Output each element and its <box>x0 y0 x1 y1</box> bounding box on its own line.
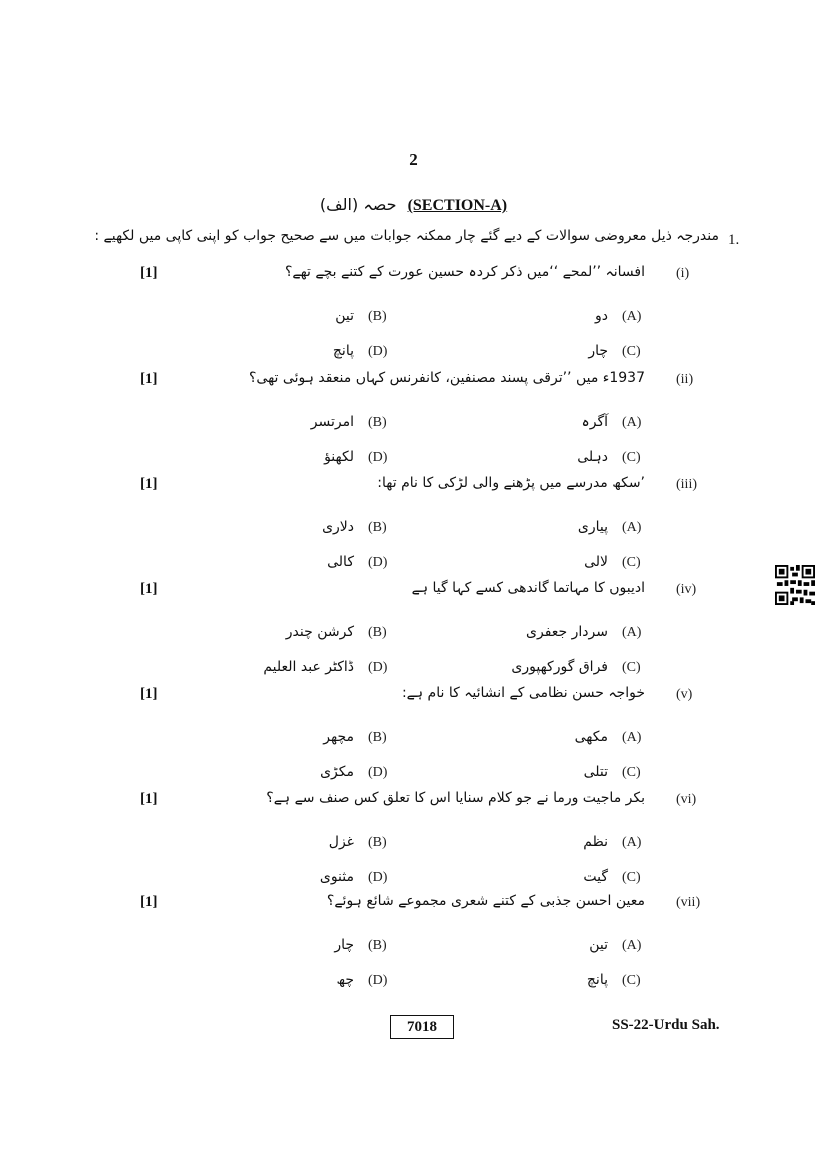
option-text: سردار جعفری <box>526 624 608 640</box>
option-text: تین <box>335 308 354 324</box>
option-text: دو <box>595 308 608 324</box>
option-letter: (A) <box>622 309 642 324</box>
question-roman-number: (vi) <box>676 792 697 807</box>
question-number: 1. <box>728 232 740 248</box>
option-letter: (C) <box>622 765 641 780</box>
question-marks: [1] <box>140 791 158 807</box>
option-letter: (B) <box>368 730 387 745</box>
question-marks: [1] <box>140 686 158 702</box>
option-text: دہلی <box>577 449 608 465</box>
question-text: افسانہ ’’لمحے ‘‘میں ذکر کردہ حسین عورت کے کتنے بچے تھے؟ <box>284 264 645 280</box>
option-letter: (B) <box>368 309 387 324</box>
option-letter: (C) <box>622 450 641 465</box>
question-roman-number: (v) <box>676 687 693 702</box>
question-marks: [1] <box>140 476 158 492</box>
option-letter: (A) <box>622 625 642 640</box>
section-heading <box>0 195 827 215</box>
question-roman-number: (iv) <box>676 582 697 597</box>
section-heading-urdu: حصہ (الف) <box>319 195 397 214</box>
question-roman-number: (vii) <box>676 895 701 910</box>
option-text: آگرہ <box>581 414 608 430</box>
option-text: نظم <box>583 834 608 850</box>
option-letter: (A) <box>622 835 642 850</box>
page-number: 2 <box>409 150 418 169</box>
option-text: چھ <box>336 972 354 988</box>
question-marks: [1] <box>140 265 158 281</box>
qr-code-icon <box>775 565 815 605</box>
option-text: امرتسر <box>310 414 354 430</box>
option-letter: (D) <box>368 870 388 885</box>
question-text: ’سکھ مدرسے میں پڑھنے والی لڑکی کا نام تھا: <box>377 475 645 491</box>
question-roman-number: (ii) <box>676 372 694 387</box>
option-letter: (D) <box>368 765 388 780</box>
question-text: خواجہ حسن نظامی کے انشائیہ کا نام ہے: <box>401 685 645 701</box>
option-letter: (B) <box>368 938 387 953</box>
instruction-text: مندرجہ ذیل معروضی سوالات کے دیے گئے چار ممکنہ جوابات میں سے صحیح جواب کو اپنی کاپی میں لکھیے : <box>94 228 719 244</box>
option-text: ڈاکٹر عبد العلیم <box>263 659 354 675</box>
option-text: دلاری <box>322 519 354 535</box>
option-text: مکھی <box>574 729 608 745</box>
option-text: تتلی <box>583 764 608 780</box>
option-letter: (C) <box>622 870 641 885</box>
option-text: فراق گورکھپوری <box>511 659 608 675</box>
option-letter: (D) <box>368 344 388 359</box>
option-text: گیت <box>583 869 608 885</box>
option-text: مثنوی <box>319 869 354 885</box>
section-heading-english: (SECTION-A) <box>407 197 508 214</box>
question-text: معین احسن جذبی کے کتنے شعری مجموعے شائع ہوئے؟ <box>326 893 645 909</box>
option-letter: (A) <box>622 730 642 745</box>
option-letter: (D) <box>368 450 388 465</box>
question-marks: [1] <box>140 894 158 910</box>
question-roman-number: (iii) <box>676 477 697 492</box>
option-text: کرشن چندر <box>285 624 354 640</box>
option-text: چار <box>334 937 354 953</box>
question-text: ادیبوں کا مہاتما گاندھی کسے کہا گیا ہے <box>411 580 645 596</box>
option-letter: (D) <box>368 660 388 675</box>
question-text: 1937ء میں ’’ترقی پسند مصنفین، کانفرنس کہاں منعقد ہوئی تھی؟ <box>249 370 645 386</box>
option-text: لالی <box>584 554 608 570</box>
option-letter: (C) <box>622 660 641 675</box>
option-text: لکھنؤ <box>324 449 354 465</box>
paper-code-box: 7018 <box>390 1015 454 1039</box>
option-text: تین <box>589 937 608 953</box>
option-letter: (B) <box>368 415 387 430</box>
option-letter: (B) <box>368 835 387 850</box>
option-letter: (A) <box>622 520 642 535</box>
option-letter: (C) <box>622 344 641 359</box>
option-text: چار <box>588 343 608 359</box>
question-marks: [1] <box>140 371 158 387</box>
option-letter: (B) <box>368 520 387 535</box>
option-letter: (A) <box>622 938 642 953</box>
option-letter: (C) <box>622 555 641 570</box>
option-letter: (D) <box>368 973 388 988</box>
question-text: بکر ماجیت ورما نے جو کلام سنایا اس کا تعلق کس صنف سے ہے؟ <box>266 790 645 806</box>
option-text: پانچ <box>586 972 608 988</box>
option-text: غزل <box>328 834 354 850</box>
option-text: مچھر <box>323 729 354 745</box>
option-letter: (B) <box>368 625 387 640</box>
question-marks: [1] <box>140 581 158 597</box>
option-letter: (D) <box>368 555 388 570</box>
question-roman-number: (i) <box>676 266 690 281</box>
option-letter: (A) <box>622 415 642 430</box>
option-text: پیاری <box>577 519 608 535</box>
option-text: مکڑی <box>320 764 354 780</box>
option-letter: (C) <box>622 973 641 988</box>
paper-code: SS-22-Urdu Sah. <box>612 1017 720 1033</box>
option-text: پانچ <box>332 343 354 359</box>
option-text: کالی <box>327 554 354 570</box>
